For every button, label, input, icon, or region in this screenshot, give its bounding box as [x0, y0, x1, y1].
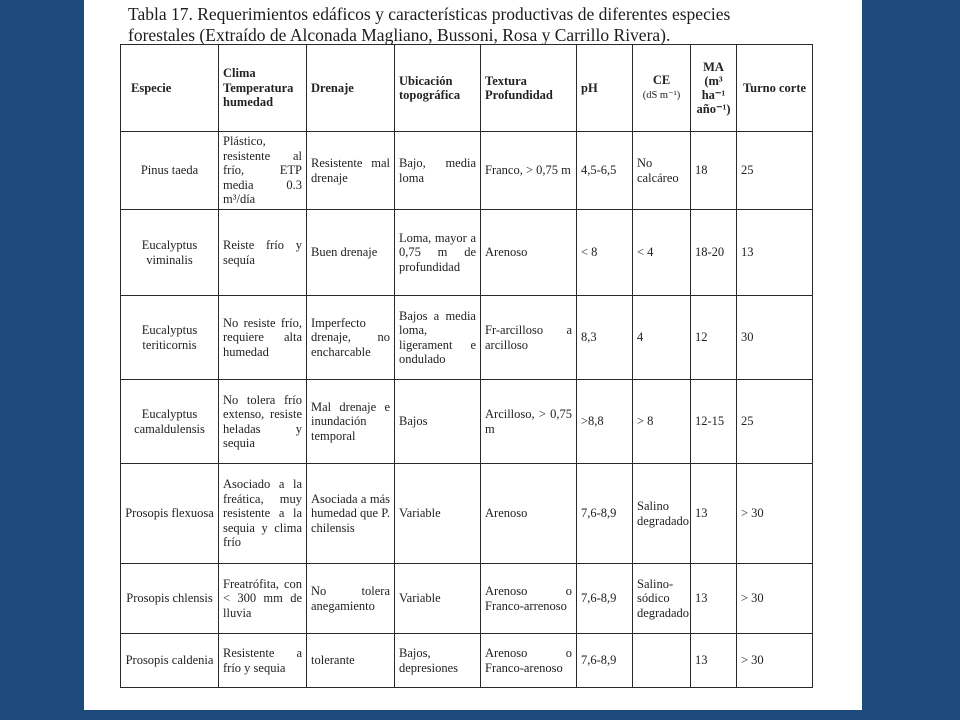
caption-line-2: forestales (Extraído de Alconada Magliano, Bussoni, Rosa y Carrillo Rivera). — [128, 25, 671, 45]
header-especie: Especie — [121, 45, 219, 132]
cell-textura: Arenoso — [481, 210, 577, 296]
table-caption — [128, 4, 828, 46]
cell-ce: Salino-sódico degradado — [633, 564, 691, 634]
cell-ph: >8,8 — [577, 380, 633, 464]
cell-ubicacion: Variable — [395, 464, 481, 564]
cell-ce — [633, 634, 691, 688]
header-clima: Clima Temperatura humedad — [219, 45, 307, 132]
caption-line-1: Tabla 17. Requerimientos edáficos y características productivas de diferentes especies — [128, 4, 731, 24]
cell-ubicacion: Bajos, depresiones — [395, 634, 481, 688]
cell-drenaje: Asociada a más humedad que P. chilensis — [307, 464, 395, 564]
cell-turno: > 30 — [737, 464, 813, 564]
table-body — [121, 132, 813, 688]
cell-ph: 4,5-6,5 — [577, 132, 633, 210]
cell-ph: < 8 — [577, 210, 633, 296]
cell-turno: 13 — [737, 210, 813, 296]
cell-ph: 7,6-8,9 — [577, 634, 633, 688]
cell-ma: 18 — [691, 132, 737, 210]
cell-especie: Prosopis flexuosa — [121, 464, 219, 564]
cell-turno: 30 — [737, 296, 813, 380]
header-ce-unit: (dS m⁻¹) — [642, 90, 681, 101]
cell-textura: Fr-arcilloso a arcilloso — [481, 296, 577, 380]
cell-clima: No tolera frío extenso, resiste heladas y sequia — [219, 380, 307, 464]
cell-drenaje: tolerante — [307, 634, 395, 688]
cell-especie: Eucalyptus teriticornis — [121, 296, 219, 380]
cell-ma: 12-15 — [691, 380, 737, 464]
table-row — [121, 296, 813, 380]
cell-turno: > 30 — [737, 564, 813, 634]
cell-ce: Salino degradado — [633, 464, 691, 564]
cell-ubicacion: Loma, mayor a 0,75 m de profundidad — [395, 210, 481, 296]
cell-clima: Resistente a frío y sequia — [219, 634, 307, 688]
cell-drenaje: No tolera anegamiento — [307, 564, 395, 634]
cell-especie: Eucalyptus camaldulensis — [121, 380, 219, 464]
cell-ce: 4 — [633, 296, 691, 380]
cell-turno: 25 — [737, 132, 813, 210]
species-table — [120, 44, 813, 688]
header-row — [121, 45, 813, 132]
cell-clima: No resiste frío, requiere alta humedad — [219, 296, 307, 380]
cell-ma: 13 — [691, 464, 737, 564]
table-row — [121, 464, 813, 564]
cell-textura: Arenoso — [481, 464, 577, 564]
header-turno: Turno corte — [737, 45, 813, 132]
cell-textura: Arenoso o Franco-arrenoso — [481, 564, 577, 634]
cell-turno: 25 — [737, 380, 813, 464]
header-textura: Textura Profundidad — [481, 45, 577, 132]
table-row — [121, 564, 813, 634]
header-drenaje: Drenaje — [307, 45, 395, 132]
cell-ph: 8,3 — [577, 296, 633, 380]
cell-especie: Eucalyptus viminalis — [121, 210, 219, 296]
slide-page — [84, 0, 862, 710]
header-ce-label: CE — [652, 72, 671, 87]
cell-textura: Arcilloso, > 0,75 m — [481, 380, 577, 464]
cell-ph: 7,6-8,9 — [577, 564, 633, 634]
cell-ma: 13 — [691, 634, 737, 688]
header-ph: pH — [577, 45, 633, 132]
cell-especie: Prosopis chlensis — [121, 564, 219, 634]
table-row — [121, 132, 813, 210]
header-ubicacion: Ubicación topográfica — [395, 45, 481, 132]
header-ce — [633, 45, 691, 132]
table-row — [121, 210, 813, 296]
cell-clima: Freatrófita, con < 300 mm de lluvia — [219, 564, 307, 634]
header-ma: MA (m³ ha⁻¹ año⁻¹) — [691, 45, 737, 132]
cell-textura: Franco, > 0,75 m — [481, 132, 577, 210]
cell-clima: Asociado a la freática, muy resistente a la sequia y clima frío — [219, 464, 307, 564]
table-row — [121, 634, 813, 688]
cell-ubicacion: Bajos — [395, 380, 481, 464]
cell-ce: > 8 — [633, 380, 691, 464]
cell-turno: > 30 — [737, 634, 813, 688]
cell-especie: Pinus taeda — [121, 132, 219, 210]
cell-especie: Prosopis caldenia — [121, 634, 219, 688]
cell-ma: 13 — [691, 564, 737, 634]
table-row — [121, 380, 813, 464]
cell-ma: 18-20 — [691, 210, 737, 296]
cell-ma: 12 — [691, 296, 737, 380]
cell-ubicacion: Bajos a media loma, ligerament e ondulado — [395, 296, 481, 380]
cell-textura: Arenoso o Franco-arenoso — [481, 634, 577, 688]
cell-drenaje: Imperfecto drenaje, no encharcable — [307, 296, 395, 380]
cell-drenaje: Buen drenaje — [307, 210, 395, 296]
cell-ubicacion: Bajo, media loma — [395, 132, 481, 210]
cell-ph: 7,6-8,9 — [577, 464, 633, 564]
cell-clima: Plástico, resistente al frío, ETP media 0.3 m³/día — [219, 132, 307, 210]
cell-ce: < 4 — [633, 210, 691, 296]
cell-ce: No calcáreo — [633, 132, 691, 210]
cell-clima: Reiste frío y sequía — [219, 210, 307, 296]
cell-drenaje: Mal drenaje e inundación temporal — [307, 380, 395, 464]
cell-ubicacion: Variable — [395, 564, 481, 634]
cell-drenaje: Resistente mal drenaje — [307, 132, 395, 210]
